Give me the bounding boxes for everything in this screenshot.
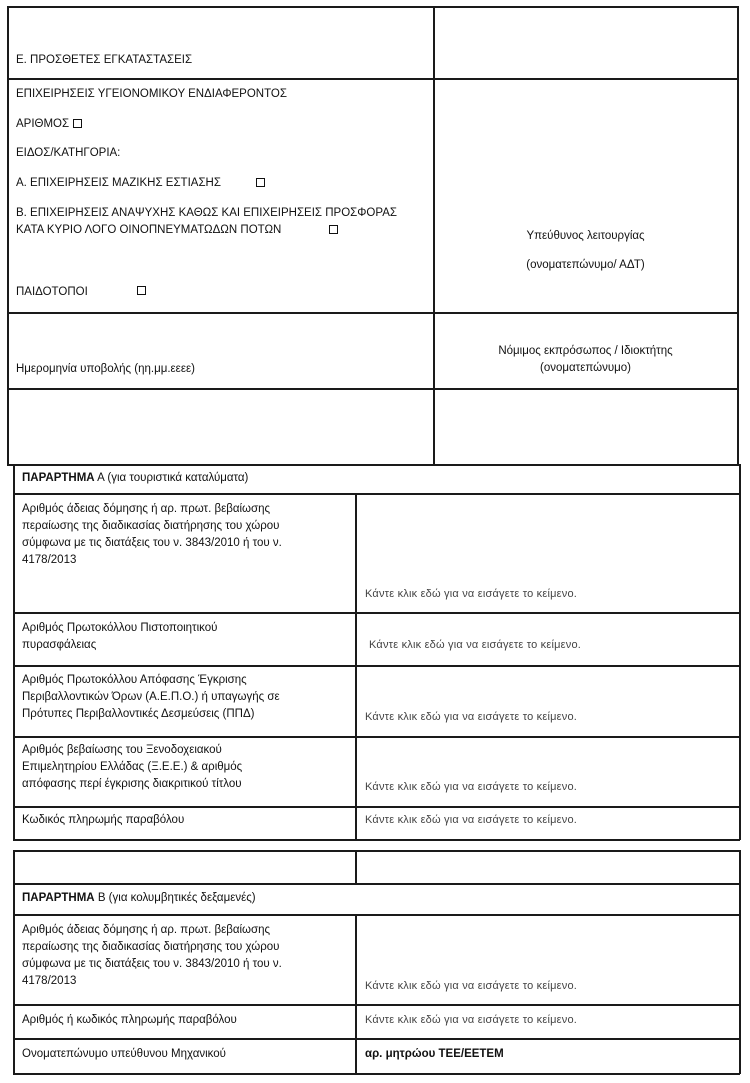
annex-a-row3-line1: Αριθμός Πρωτοκόλλου Απόφασης Έγκρισης	[22, 674, 247, 686]
annex-b-row2-input[interactable]: Κάντε κλικ εδώ για να εισάγετε το κείμενο.	[365, 1014, 578, 1026]
operator-subtitle: (ονοματεπώνυμο/ ΑΔΤ)	[526, 259, 645, 271]
annex-b-title-rest: Β (για κολυμβητικές δεξαμενές)	[94, 892, 256, 904]
submission-date-label: Ημερομηνία υποβολής (ηη.μμ.εεεε)	[16, 363, 195, 375]
annex-a-row1-input[interactable]: Κάντε κλικ εδώ για να εισάγετε το κείμενο.	[365, 588, 578, 600]
annex-a-row2-line1: Αριθμός Πρωτοκόλλου Πιστοποιητικού	[22, 622, 218, 634]
playgrounds-label: ΠΑΙΔΟΤΟΠΟΙ	[16, 286, 88, 298]
annex-a-row5-line1: Κωδικός πληρωμής παραβόλου	[22, 814, 185, 826]
option-b-label-line2: ΚΑΤΑ ΚΥΡΙΟ ΛΟΓΟ ΟΙΝΟΠΝΕΥΜΑΤΩΔΩΝ ΠΟΤΩΝ	[16, 224, 282, 236]
annex-a-title-rest: Α (για τουριστικά καταλύματα)	[94, 472, 249, 484]
category-label: ΕΙΔΟΣ/ΚΑΤΗΓΟΡΙΑ:	[16, 147, 121, 159]
annex-a-row4-line1: Αριθμός βεβαίωσης του Ξενοδοχειακού	[22, 744, 222, 756]
annex-a-row3-input[interactable]: Κάντε κλικ εδώ για να εισάγετε το κείμενο.	[365, 711, 578, 723]
registry-number-label: αρ. μητρώου ΤΕΕ/ΕΕΤΕΜ	[365, 1048, 504, 1060]
annex-b-row1-line2: περαίωσης της διαδικασίας διατήρησης του χώρου	[22, 941, 280, 953]
annex-b-title	[22, 890, 256, 907]
operator-title: Υπεύθυνος λειτουργίας	[526, 230, 645, 242]
option-b-checkbox[interactable]	[329, 225, 338, 234]
annex-b-title-bold: ΠΑΡΑΡΤΗΜΑ	[22, 892, 95, 904]
annex-a-row4-line2: Επιμελητηρίου Ελλάδας (Ξ.Ε.Ε.) & αριθμός	[22, 761, 243, 773]
annex-a-row1-line3: σύμφωνα με τις διατάξεις του ν. 3843/2010 ή του ν.	[22, 537, 282, 549]
annex-a-row2-input[interactable]: Κάντε κλικ εδώ για να εισάγετε το κείμενο.	[369, 639, 582, 651]
annex-b-header-left-cell[interactable]	[15, 852, 355, 883]
annex-a-row4-input[interactable]: Κάντε κλικ εδώ για να εισάγετε το κείμενο.	[365, 781, 578, 793]
number-field-row	[16, 116, 82, 133]
annex-a-title-bold: ΠΑΡΑΡΤΗΜΑ	[22, 472, 95, 484]
annex-b-row1-line1: Αριθμός άδειας δόμησης ή αρ. πρωτ. βεβαίωσης	[22, 924, 271, 936]
annex-b-row1-input[interactable]: Κάντε κλικ εδώ για να εισάγετε το κείμενο.	[365, 980, 578, 992]
legal-rep-line2: (ονοματεπώνυμο)	[540, 362, 631, 374]
number-checkbox[interactable]	[73, 119, 82, 128]
annex-b-row1-line3: σύμφωνα με τις διατάξεις του ν. 3843/2010 ή του ν.	[22, 958, 282, 970]
section-e-title: Ε. ΠΡΟΣΘΕΤΕΣ ΕΓΚΑΤΑΣΤΑΣΕΙΣ	[16, 54, 193, 66]
legal-rep-line1: Νόμιμος εκπρόσωπος / Ιδιοκτήτης	[498, 345, 673, 357]
engineer-name-label: Ονοματεπώνυμο υπεύθυνου Μηχανικού	[22, 1048, 226, 1060]
annex-b-row2-line1: Αριθμός ή κωδικός πληρωμής παραβόλου	[22, 1014, 237, 1026]
annex-a-row4-line3: απόφασης περί έγκρισης διακριτικού τίτλου	[22, 778, 242, 790]
option-a-checkbox[interactable]	[256, 178, 265, 187]
playgrounds-checkbox[interactable]	[137, 286, 146, 295]
annex-a-title	[22, 470, 248, 487]
option-a-row	[16, 175, 221, 192]
annex-b-header-right-cell[interactable]	[357, 852, 739, 883]
option-b-label-line1: Β. ΕΠΙΧΕΙΡΗΣΕΙΣ ΑΝΑΨΥΧΗΣ ΚΑΘΩΣ ΚΑΙ ΕΠΙΧΕΙΡΗΣΕΙΣ ΠΡΟΣΦΟΡΑΣ	[16, 207, 397, 219]
health-interest-label: ΕΠΙΧΕΙΡΗΣΕΙΣ ΥΓΕΙΟΝΟΜΙΚΟΥ ΕΝΔΙΑΦΕΡΟΝΤΟΣ	[16, 88, 287, 100]
annex-a-row3-line2: Περιβαλλοντικών Όρων (Α.Ε.Π.Ο.) ή υπαγωγής σε	[22, 691, 280, 703]
annex-a-row2-line2: πυρασφάλειας	[22, 639, 97, 651]
annex-a-row1-line2: περαίωσης της διαδικασίας διατήρησης του χώρου	[22, 520, 280, 532]
option-a-label: Α. ΕΠΙΧΕΙΡΗΣΕΙΣ ΜΑΖΙΚΗΣ ΕΣΤΙΑΣΗΣ	[16, 177, 221, 189]
legal-rep-input[interactable]	[435, 390, 737, 464]
annex-a-row3-line3: Πρότυπες Περιβαλλοντικές Δεσμεύσεις (ΠΠΔ)	[22, 708, 255, 720]
annex-b-row1-line4: 4178/2013	[22, 975, 77, 987]
annex-a-row1-line4: 4178/2013	[22, 554, 77, 566]
submission-date-input[interactable]	[9, 390, 433, 464]
annex-a-row5-input[interactable]: Κάντε κλικ εδώ για να εισάγετε το κείμενο.	[365, 814, 578, 826]
annex-a-row1-line1: Αριθμός άδειας δόμησης ή αρ. πρωτ. βεβαίωσης	[22, 503, 271, 515]
number-label: ΑΡΙΘΜΟΣ	[16, 118, 70, 130]
